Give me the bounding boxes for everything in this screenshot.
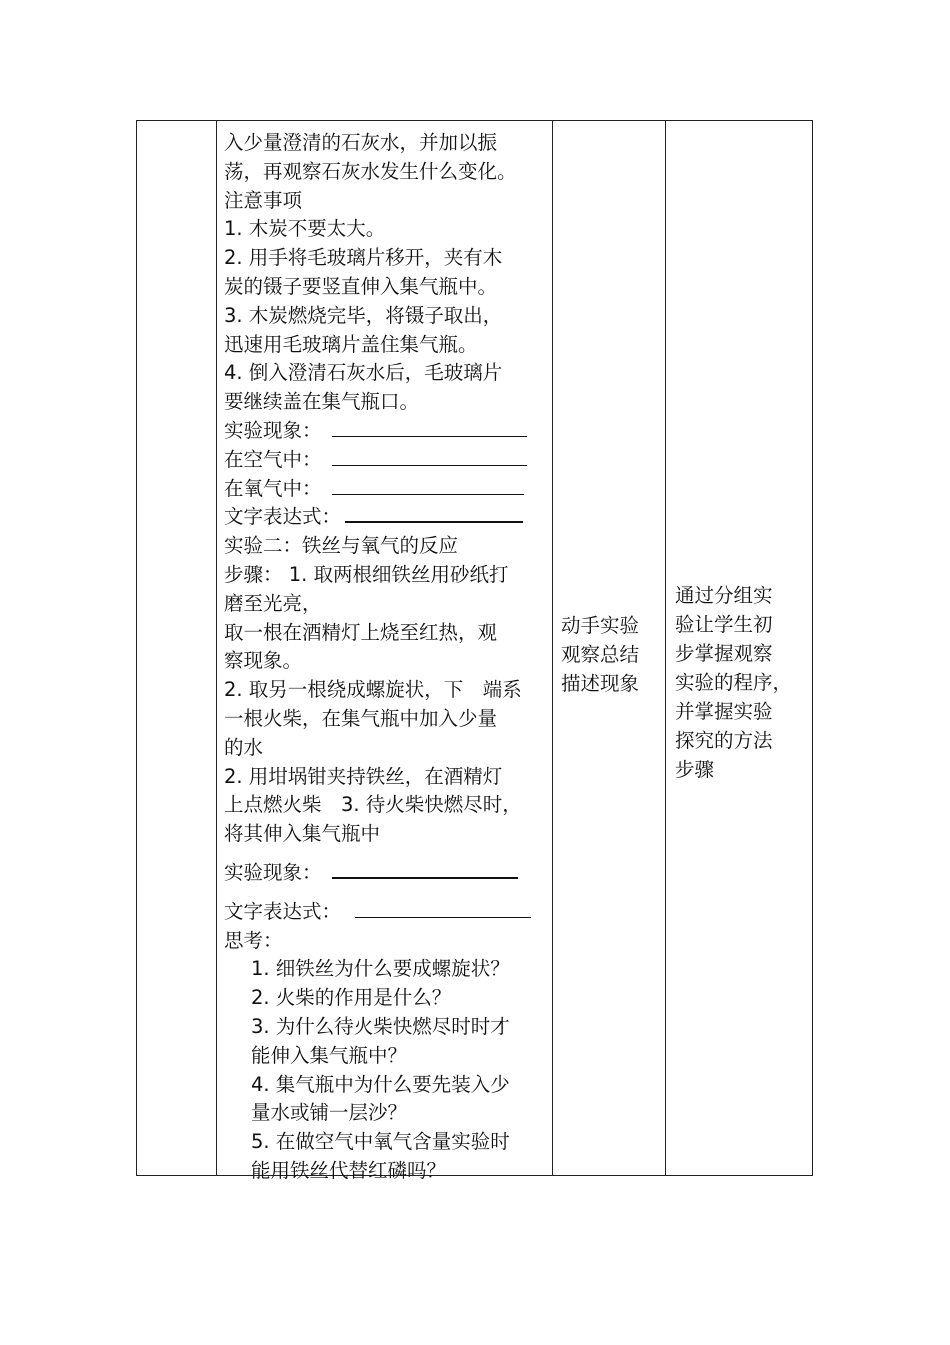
text-line: 实验二：铁丝与氧气的反应 xyxy=(224,534,459,558)
text-line: 实验的程序， xyxy=(675,671,793,694)
fill-in-line xyxy=(224,417,549,446)
field-label: 在空气中： xyxy=(224,447,322,471)
field-label: 实验现象： xyxy=(224,418,322,442)
fill-in-line xyxy=(224,475,549,504)
column-divider xyxy=(552,121,553,1175)
text-line: 磨至光亮， xyxy=(224,591,322,615)
text-line: 注意事项 xyxy=(224,188,303,212)
text-line: 一根火柴，在集气瓶中加入少量 xyxy=(224,706,498,730)
text-line: 步掌握观察 xyxy=(675,642,773,665)
text-line: 思考： xyxy=(224,928,283,952)
question-line: 1. 细铁丝为什么要成螺旋状？ xyxy=(251,957,510,981)
text-line: 察现象。 xyxy=(224,649,303,673)
question-line: 能用铁丝代替红磷吗？ xyxy=(251,1158,447,1182)
text-line: 验让学生初 xyxy=(675,613,773,636)
text-line: 2. 用坩埚钳夹持铁丝，在酒精灯 xyxy=(224,764,503,788)
field-label: 文字表达式： xyxy=(224,899,342,923)
text-line: 4. 倒入澄清石灰水后，毛玻璃片 xyxy=(224,361,503,385)
text-line: 荡，再观察石灰水发生什么变化。 xyxy=(224,159,517,183)
answer-blank[interactable] xyxy=(332,418,527,437)
column-divider xyxy=(665,121,666,1175)
answer-blank[interactable] xyxy=(355,899,531,918)
text-line: 上点燃火柴 3. 待火柴快燃尽时， xyxy=(224,793,522,817)
question-line: 量水或铺一层沙？ xyxy=(251,1101,408,1125)
text-line: 炭的镊子要竖直伸入集气瓶中。 xyxy=(224,274,498,298)
answer-blank[interactable] xyxy=(332,476,524,495)
answer-blank[interactable] xyxy=(332,447,527,466)
text-line: 入少量澄清的石灰水，并加以振 xyxy=(224,131,498,154)
field-label: 实验现象： xyxy=(224,860,322,884)
student-activity-cell xyxy=(561,611,661,698)
text-line: 并掌握实验 xyxy=(675,700,773,723)
text-line: 步骤： 1. 取两根细铁丝用砂纸打 xyxy=(224,562,509,586)
question-line: 2. 火柴的作用是什么？ xyxy=(251,986,452,1010)
fill-in-line xyxy=(224,859,549,888)
question-line: 4. 集气瓶中为什么要先装入少 xyxy=(251,1072,510,1096)
text-line: 动手实验 xyxy=(561,614,640,637)
text-line: 迅速用毛玻璃片盖住集气瓶。 xyxy=(224,332,478,356)
question-line: 能伸入集气瓶中？ xyxy=(251,1043,408,1067)
fill-in-line xyxy=(224,898,549,927)
text-line: 探究的方法 xyxy=(675,729,773,752)
text-line: 2. 取另一根绕成螺旋状，下 端系 xyxy=(224,678,522,702)
text-line: 3. 木炭燃烧完毕，将镊子取出， xyxy=(224,303,503,327)
text-line: 描述现象 xyxy=(561,672,640,695)
text-line: 取一根在酒精灯上烧至红热，观 xyxy=(224,620,498,644)
field-label: 在氧气中： xyxy=(224,476,322,500)
design-intent-cell xyxy=(675,581,800,784)
fill-in-line xyxy=(224,503,549,532)
text-line: 步骤 xyxy=(675,758,715,781)
lesson-table xyxy=(136,120,813,1182)
answer-blank[interactable] xyxy=(332,859,518,879)
question-line: 3. 为什么待火柴快燃尽时时才 xyxy=(251,1014,510,1038)
text-line: 通过分组实 xyxy=(675,584,773,607)
text-line: 2. 用手将毛玻璃片移开，夹有木 xyxy=(224,246,503,270)
text-line: 1. 木炭不要太大。 xyxy=(224,217,386,241)
field-label: 文字表达式： xyxy=(224,505,342,529)
text-line: 观察总结 xyxy=(561,643,640,666)
text-line: 将其伸入集气瓶中 xyxy=(224,822,381,846)
question-line: 5. 在做空气中氧气含量实验时 xyxy=(251,1130,510,1154)
answer-blank[interactable] xyxy=(345,503,523,523)
column-divider xyxy=(216,121,217,1175)
text-line: 要继续盖在集气瓶口。 xyxy=(224,390,420,414)
procedure-cell xyxy=(224,129,549,1186)
text-line: 的水 xyxy=(224,735,264,759)
fill-in-line xyxy=(224,446,549,475)
